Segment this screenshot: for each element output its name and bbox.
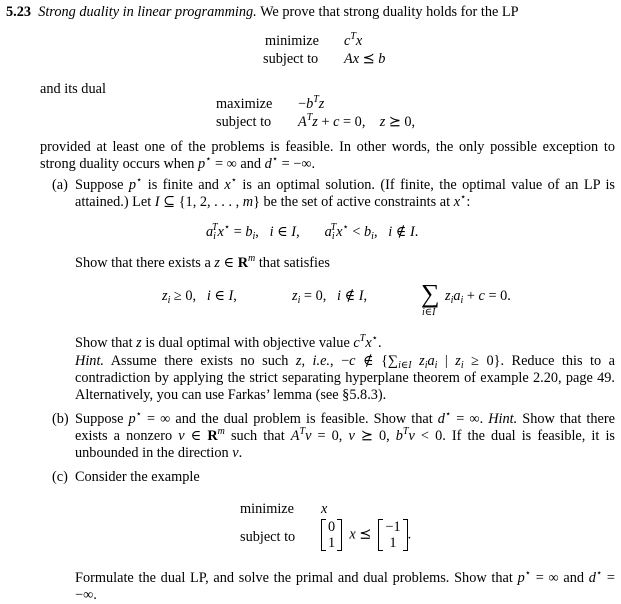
- dual-constraint-expr: $A^Tz + c = 0$, z ⪰ 0,: [298, 112, 416, 130]
- example-constraint-expr: 0 1 x ⪯ −1 1 .: [321, 519, 411, 551]
- summation-sign: ∑: [421, 279, 440, 308]
- example-objective-expr: x: [321, 501, 328, 517]
- part-b-text: Suppose p⋆ = ∞ and the dual problem is feasible. Show that d⋆ = ∞. Hint. Show that there exists a nonzero v ∈ $R^m$ such that $A^Tv = 0$, v ⪰ 0, $b^Tv < 0$. If the dual is feasible, it is unbounded in the direction v.: [75, 409, 615, 461]
- part-a-show2: Show that z is dual optimal with objective value $c^Tx^⋆$.: [75, 333, 382, 351]
- primal-constraint-expr: Ax ⪯ b: [344, 51, 386, 67]
- part-c-text: Consider the example: [75, 469, 200, 485]
- lhs-matrix-entry: 0: [328, 519, 336, 535]
- lhs-matrix-entry: 1: [328, 535, 336, 551]
- part-a-label: (a): [52, 177, 68, 193]
- rhs-matrix: [378, 519, 407, 551]
- part-c-closing: Formulate the dual LP, and solve the primal and dual problems. Show that p⋆ = ∞ and d⋆ = −∞.: [75, 568, 615, 603]
- dual-objective-expr: $-b^Tz$: [298, 94, 325, 112]
- lhs-matrix: [321, 519, 342, 551]
- example-objective-label: minimize: [240, 501, 294, 517]
- dual-intro: and its dual: [40, 81, 106, 97]
- z-condition-2: $z_i = 0$, i ∉ I,: [292, 288, 368, 306]
- dual-objective-label: maximize: [216, 96, 273, 112]
- part-a-text: Suppose p⋆ is finite and x⋆ is an optimal solution. (If finite, the optimal value of an LP is attained.) Let I ⊆ {1, 2, . . . , m} be the set of active constraints at x⋆:: [75, 175, 615, 210]
- exercise-intro: We prove that strong duality holds for the LP: [260, 4, 519, 20]
- z-condition-1: $z_i \ge 0$, i ∈ I,: [162, 288, 237, 306]
- primal-constraint-label: subject to: [263, 51, 319, 67]
- primal-objective-label: minimize: [265, 33, 319, 49]
- part-c-label: (c): [52, 469, 68, 485]
- rhs-matrix-entry: 1: [389, 535, 397, 551]
- primal-objective-expr: $c^Tx$: [344, 31, 363, 49]
- hint-label: Hint.: [75, 353, 104, 369]
- strong-duality-paragraph: provided at least one of the problems is feasible. In other words, the only possible exception to strong duality occurs when p⋆ = ∞ and d⋆ = −∞.: [40, 139, 615, 172]
- example-constraint-label: subject to: [240, 529, 296, 545]
- dual-constraint-label: subject to: [216, 114, 272, 130]
- rhs-matrix-entry: −1: [385, 519, 401, 535]
- exercise-number: 5.23: [6, 4, 32, 20]
- part-b-label: (b): [52, 411, 69, 427]
- part-a-show1: Show that there exists a z ∈ $R^m$ that satisfies: [75, 253, 330, 271]
- part-a-hint: Hint. Assume there exists no such z, i.e., −c ∉ {$\sum_{i\in I}$ $z_ia_i$ | $z_i \ge 0$}. Reduce this to a contradiction by applying the strict separating hyperplane theorem of example 2.20, page 49. Alternatively, you can use Farkas’ lemma (see §5.8.3).: [75, 353, 616, 403]
- summation-index: i∈I: [422, 307, 436, 318]
- z-condition-3: $z_ia_i + c = 0$.: [445, 288, 511, 306]
- exercise-heading: [6, 4, 519, 21]
- exercise-title: Strong duality in linear programming.: [38, 4, 257, 20]
- active-constraints-equation: $a_i^Tx^⋆ = b_i$, i ∈ I, $a_i^Tx^⋆ < b_i$, i ∉ I.: [206, 222, 419, 242]
